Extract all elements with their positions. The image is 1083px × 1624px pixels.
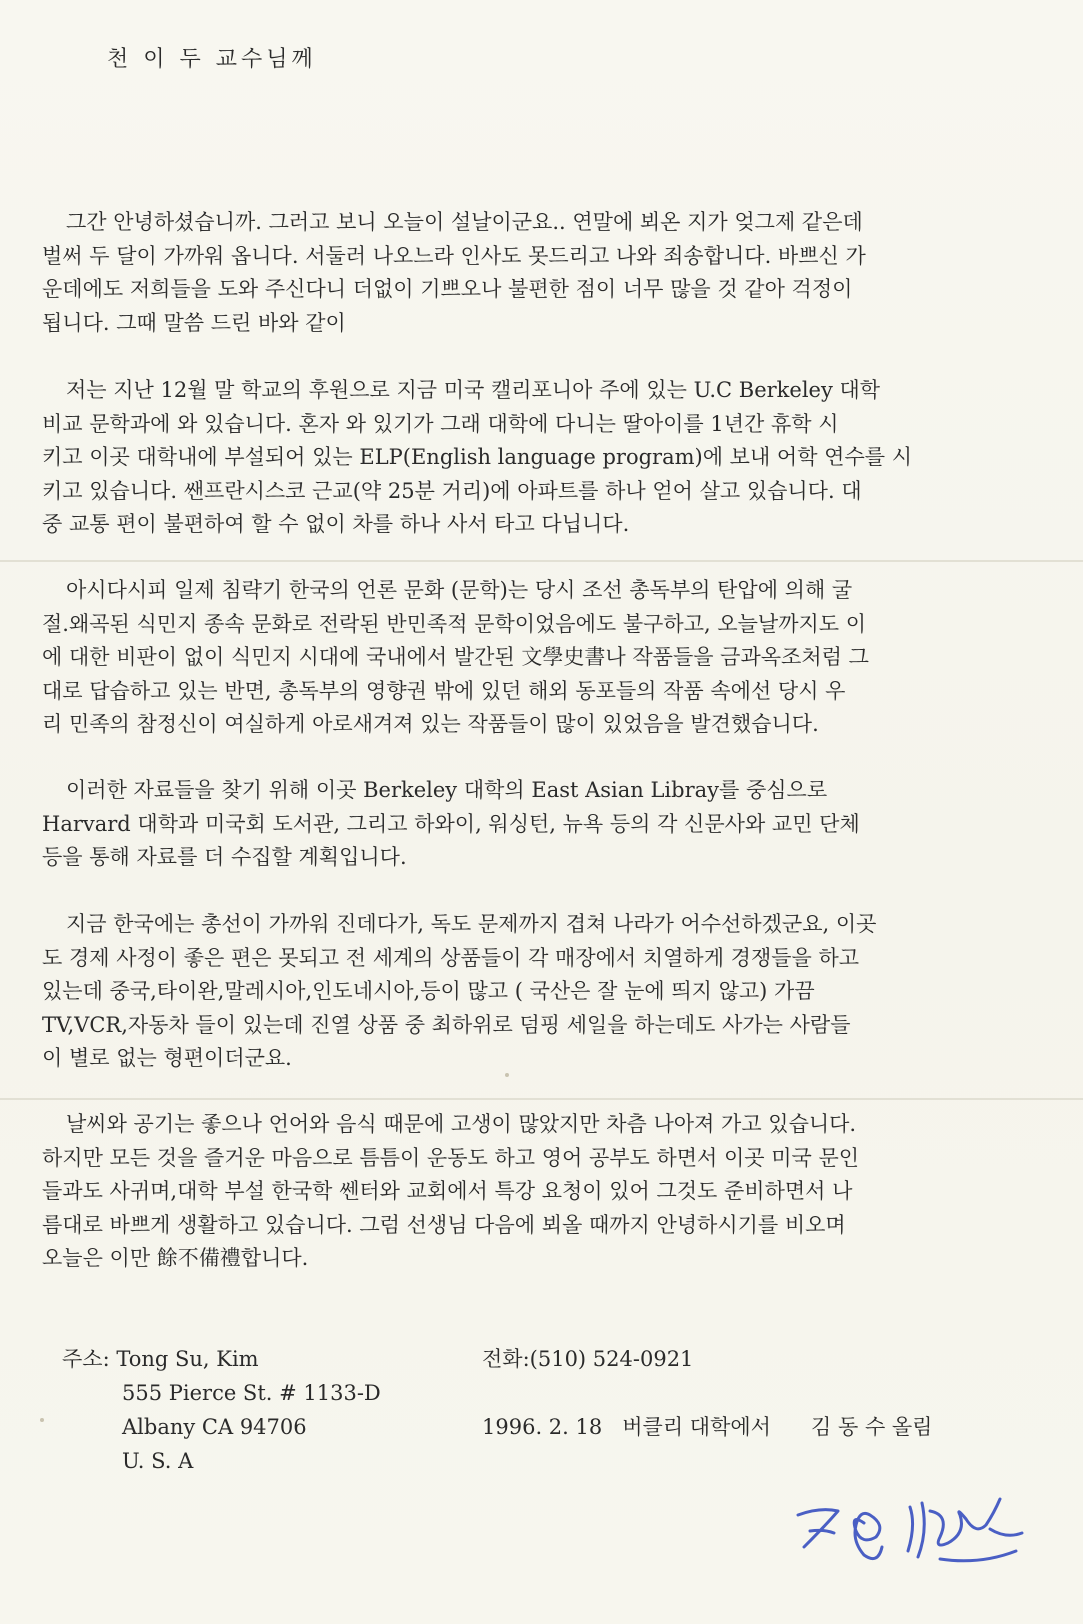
address-name: Tong Su, Kim bbox=[116, 1347, 259, 1371]
paragraph-line: 등을 통해 자료를 더 수집할 계획입니다. bbox=[42, 845, 407, 869]
paragraph-line: 그간 안녕하셨습니까. 그러고 보니 오늘이 설날이군요.. 연말에 뵈온 지가 엊그제 같은데 bbox=[66, 210, 863, 234]
address-country: U. S. A bbox=[122, 1449, 194, 1473]
paragraph-2 bbox=[42, 374, 1042, 542]
paragraph-line: 리 민족의 참정신이 여실하게 아로새겨져 있는 작품들이 많이 있었음을 발견했습니다. bbox=[42, 712, 819, 736]
paragraph-line: 하지만 모든 것을 즐거운 마음으로 틈틈이 운동도 하고 영어 공부도 하면서 이곳 미국 문인 bbox=[42, 1145, 860, 1170]
paragraph-line: 도 경제 사정이 좋은 편은 못되고 전 세계의 상품들이 각 매장에서 치열하게 경쟁들을 하고 bbox=[42, 945, 860, 970]
handwritten-signature bbox=[790, 1485, 1030, 1575]
paragraph-line: 운데에도 저희들을 도와 주신다니 더없이 기쁘오나 불편한 점이 너무 많을 것 같아 걱정이 bbox=[42, 277, 853, 301]
address-block bbox=[62, 1342, 381, 1478]
closing-sender: 김 동 수 올림 bbox=[811, 1415, 933, 1439]
closing-place: 버클리 대학에서 bbox=[622, 1415, 771, 1439]
phone-number: (510) 524-0921 bbox=[529, 1347, 694, 1371]
paragraph-5 bbox=[42, 908, 1042, 1076]
paragraph-line: 벌써 두 달이 가까워 옵니다. 서둘러 나오느라 인사도 못드리고 나와 죄송합니다. 바쁘신 가 bbox=[42, 243, 866, 268]
address-street: 555 Pierce St. # 1133-D bbox=[122, 1381, 381, 1405]
paragraph-line: 오늘은 이만 餘不備禮합니다. bbox=[42, 1246, 309, 1270]
paragraph-3 bbox=[42, 574, 1042, 742]
paragraph-line: 날씨와 공기는 좋으나 언어와 음식 때문에 고생이 많았지만 차츰 나아져 가고 있습니다. bbox=[66, 1112, 857, 1136]
salutation: 천 이 두 교수님께 bbox=[107, 47, 317, 72]
paragraph-line: 이 별로 없는 형편이더군요. bbox=[42, 1046, 292, 1070]
paragraph-1 bbox=[42, 206, 1042, 340]
paper-fold-line bbox=[0, 560, 1083, 562]
paragraph-line: 들과도 사귀며,대학 부설 한국학 쎈터와 교회에서 특강 요청이 있어 그것도 준비하면서 나 bbox=[42, 1179, 853, 1203]
paragraph-line: 에 대한 비판이 없이 식민지 시대에 국내에서 발간된 文學史書나 작품들을 금과옥조처럼 그 bbox=[42, 645, 869, 669]
paragraph-line: 지금 한국에는 총선이 가까워 진데다가, 독도 문제까지 겹쳐 나라가 어수선하겠군요, 이곳 bbox=[66, 912, 877, 936]
paragraph-6 bbox=[42, 1108, 1042, 1276]
address-label: 주소: bbox=[62, 1347, 110, 1371]
paragraph-4 bbox=[42, 774, 1042, 875]
paragraph-line: 대로 답습하고 있는 반면, 총독부의 영향권 밖에 있던 해외 동포들의 작품 속에선 당시 우 bbox=[42, 678, 846, 703]
paragraph-line: Harvard 대학과 미국회 도서관, 그리고 하와이, 워싱턴, 뉴욕 등의 각 신문사와 교민 단체 bbox=[42, 811, 860, 836]
paragraph-line: 키고 이곳 대학내에 부설되어 있는 ELP(English language program)에 보내 어학 연수를 시 bbox=[42, 445, 912, 469]
paragraph-line: TV,VCR,자동차 들이 있는데 진열 상품 중 최하위로 덤핑 세일을 하는데도 사가는 사람들 bbox=[42, 1012, 851, 1037]
paper-fold-line bbox=[0, 1098, 1083, 1100]
paragraph-line: 절.왜곡된 식민지 종속 문화로 전락된 반민족적 문학이었음에도 불구하고, 오늘날까지도 이 bbox=[42, 611, 867, 636]
paragraph-line: 키고 있습니다. 쌘프란시스코 근교(약 25분 거리)에 아파트를 하나 얻어 살고 있습니다. 대 bbox=[42, 478, 862, 503]
phone-block bbox=[482, 1342, 693, 1376]
address-city: Albany CA 94706 bbox=[122, 1415, 307, 1439]
paragraph-line: 름대로 바쁘게 생활하고 있습니다. 그럼 선생님 다음에 뵈올 때까지 안녕하시기를 비오며 bbox=[42, 1212, 846, 1237]
paper-speck bbox=[40, 1418, 44, 1422]
closing-date: 1996. 2. 18 bbox=[482, 1415, 603, 1439]
paragraph-line: 있는데 중국,타이완,말레시아,인도네시아,등이 많고 ( 국산은 잘 눈에 띄지 않고) 가끔 bbox=[42, 979, 815, 1003]
closing-line bbox=[482, 1410, 932, 1444]
phone-label: 전화: bbox=[482, 1347, 530, 1371]
paragraph-line: 비교 문학과에 와 있습니다. 혼자 와 있기가 그래 대학에 다니는 딸아이를 1년간 휴학 시 bbox=[42, 411, 839, 436]
paragraph-line: 됩니다. 그때 말씀 드린 바와 같이 bbox=[42, 310, 346, 335]
paragraph-line: 중 교통 편이 불편하여 할 수 없이 차를 하나 사서 타고 다닙니다. bbox=[42, 512, 630, 536]
paragraph-line: 저는 지난 12월 말 학교의 후원으로 지금 미국 캘리포니아 주에 있는 U.C Berkeley 대학 bbox=[66, 378, 881, 402]
paragraph-line: 아시다시피 일제 침략기 한국의 언론 문화 (문학)는 당시 조선 총독부의 탄압에 의해 굴 bbox=[66, 578, 853, 602]
paragraph-line: 이러한 자료들을 찾기 위해 이곳 Berkeley 대학의 East Asian Libray를 중심으로 bbox=[66, 778, 828, 802]
